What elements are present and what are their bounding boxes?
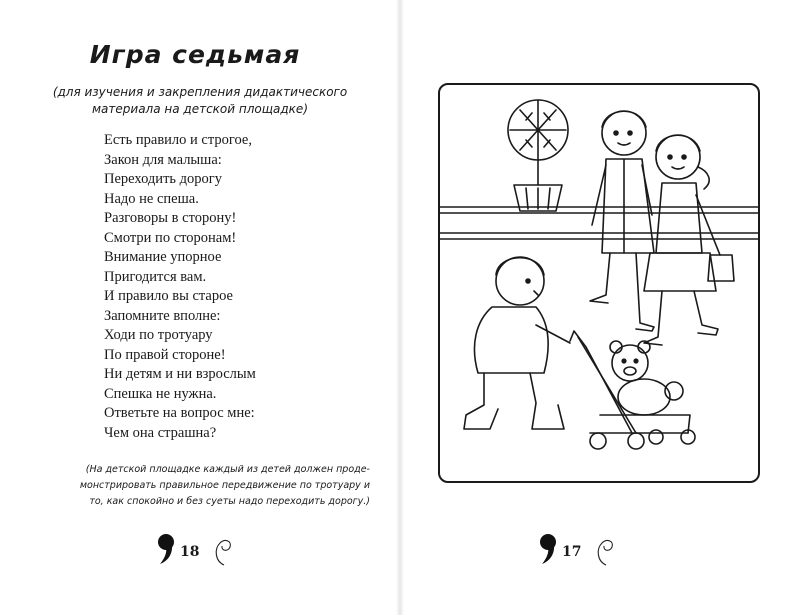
page-title: Игра седьмая: [89, 40, 301, 69]
girl-figure: [590, 111, 654, 331]
page-number: 17: [562, 544, 582, 560]
poem-line: Переходить дорогу: [104, 171, 222, 187]
poem-line: Запомните вполне:: [104, 307, 221, 324]
poem-line: Ни детям и ни взрослым: [104, 366, 256, 382]
poem-line: Есть правило и строгое,: [104, 132, 252, 148]
coloring-picture-frame: [438, 83, 760, 483]
right-page: [400, 0, 800, 615]
boy-figure: [464, 257, 570, 429]
poem-line: Чем она страшна?: [104, 424, 217, 441]
note-line: монстрировать правильное передвижение по тротуару и: [79, 480, 370, 491]
note-line: то, как спокойно и без суеты надо переходить дорогу.): [89, 496, 370, 507]
note-line: (На детской площадке каждый из детей должен проде-: [85, 464, 370, 475]
page-subtitle: [40, 84, 360, 118]
poem-line: Смотри по сторонам!: [104, 229, 237, 246]
poem-line: Пригодится вам.: [104, 268, 207, 285]
comma-icon: [156, 532, 176, 566]
poem: [104, 131, 364, 443]
teddy-bear: [610, 341, 683, 415]
girl-figure: [644, 135, 734, 345]
poem-line: И правило вы старое: [104, 288, 233, 304]
instruction-note: [28, 462, 370, 510]
poem-line: Ответьте на вопрос мне:: [104, 405, 255, 421]
poem-line: По правой стороне!: [104, 346, 226, 363]
poem-line: Спешка не нужна.: [104, 385, 217, 402]
stroller: [570, 331, 695, 449]
fence: [440, 207, 758, 239]
page-footer-left: [150, 532, 250, 572]
comma-icon: [538, 532, 558, 566]
swirl-icon: [212, 534, 234, 568]
subtitle-line: материала на детской площадке): [92, 102, 308, 116]
poem-line: Внимание упорное: [104, 249, 222, 265]
page-number: 18: [180, 544, 200, 560]
poem-line: Надо не спеша.: [104, 190, 199, 207]
page-footer-right: [532, 532, 632, 572]
coloring-picture: [440, 85, 758, 481]
poem-line: Разговоры в сторону!: [104, 210, 237, 226]
swirl-icon: [594, 534, 616, 568]
subtitle-line: (для изучения и закрепления дидактического: [52, 85, 348, 99]
poem-line: Ходи по тротуару: [104, 327, 213, 343]
poem-line: Закон для малыша:: [104, 151, 222, 168]
potted-plant: [508, 100, 568, 211]
